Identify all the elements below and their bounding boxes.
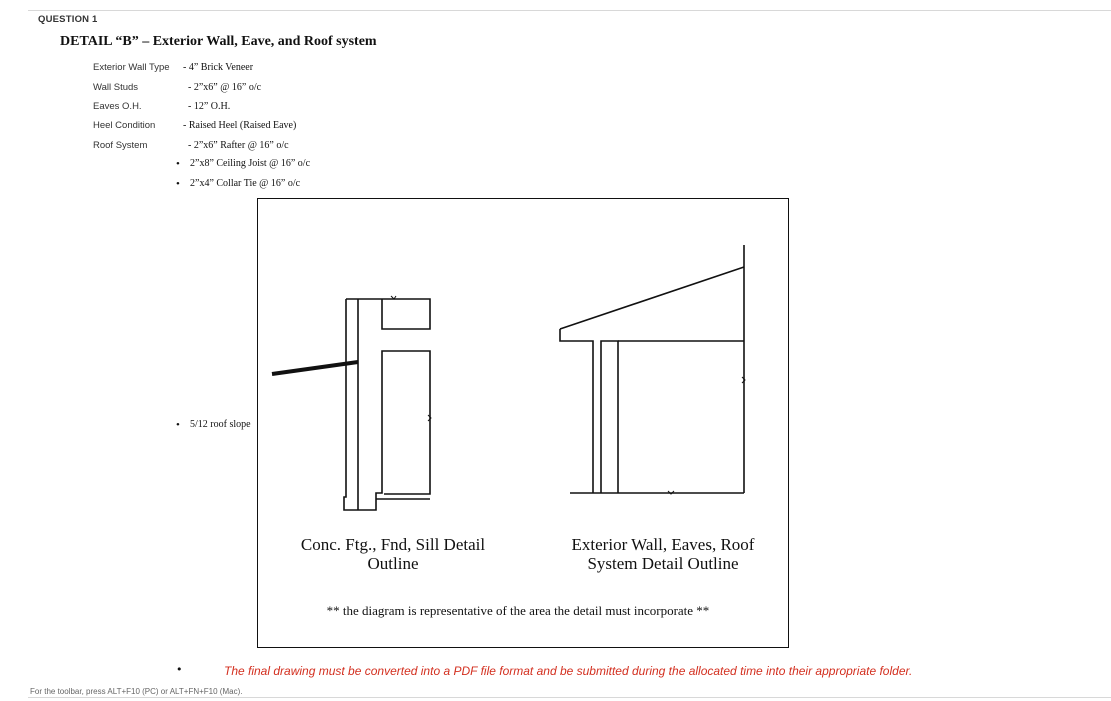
diagram-note: ** the diagram is representative of the area the detail must incorporate ** xyxy=(326,603,710,618)
bullet-dot: • xyxy=(176,178,180,190)
spec-value: - Raised Heel (Raised Eave) xyxy=(183,120,297,131)
top-divider xyxy=(28,10,1111,11)
diagram-drawing xyxy=(258,199,790,649)
question-label: QUESTION 1 xyxy=(38,14,98,25)
spec-label: Eaves O.H. xyxy=(93,101,142,112)
bullet-text: 2”x4” Collar Tie @ 16” o/c xyxy=(190,178,301,189)
submission-note: The final drawing must be converted into a PDF file format and be submitted during the allocated time into their appropriate folder. xyxy=(224,664,913,678)
spec-label: Roof System xyxy=(93,140,148,151)
roof-rafter-line xyxy=(560,267,744,329)
eave-fascia-outline xyxy=(560,329,593,493)
caption-foundation: Conc. Ftg., Fnd, Sill Detail Outline xyxy=(300,535,486,573)
caption-exterior-wall: Exterior Wall, Eaves, Roof System Detail Outline xyxy=(571,535,755,573)
spec-value: - 2”x6” Rafter @ 16” o/c xyxy=(188,140,289,151)
spec-label: Heel Condition xyxy=(93,120,156,131)
detail-diagram xyxy=(257,198,789,648)
detail-title: DETAIL “B” – Exterior Wall, Eave, and Roof system xyxy=(60,34,377,49)
spec-label: Exterior Wall Type xyxy=(93,62,170,73)
bullet-text: 5/12 roof slope xyxy=(190,419,251,430)
bottom-divider xyxy=(28,697,1111,698)
slope-line xyxy=(272,362,358,374)
bullet-dot: • xyxy=(176,158,180,170)
bullet-dot: • xyxy=(176,663,183,676)
spec-value: - 2”x6” @ 16” o/c xyxy=(188,82,262,93)
bullet-text: 2”x8” Ceiling Joist @ 16” o/c xyxy=(190,158,311,169)
spec-label: Wall Studs xyxy=(93,82,139,93)
spec-value: - 4” Brick Veneer xyxy=(183,62,254,73)
wall-outline xyxy=(601,341,618,493)
toolbar-hint: For the toolbar, press ALT+F10 (PC) or ALT+FN+F10 (Mac). xyxy=(30,687,243,696)
foundation-wall-outline xyxy=(344,299,430,510)
spec-value: - 12” O.H. xyxy=(188,101,231,112)
bullet-dot: • xyxy=(176,419,180,431)
